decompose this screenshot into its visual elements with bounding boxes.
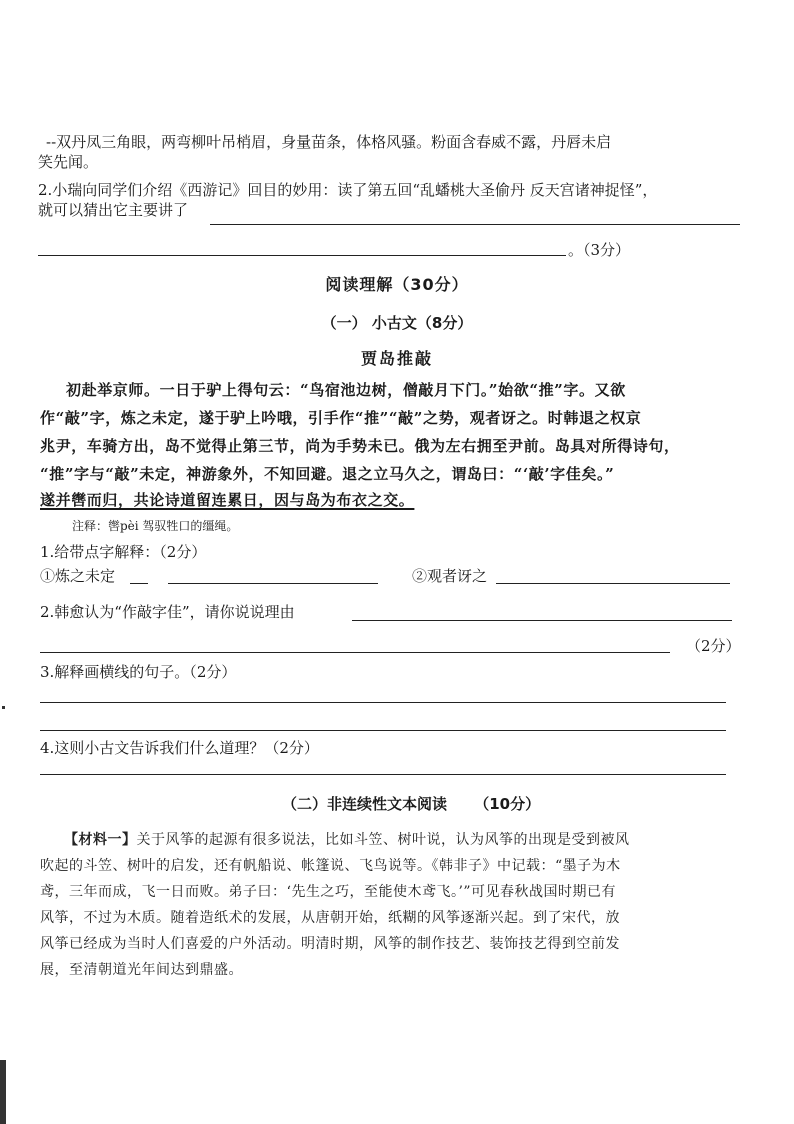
material-text: 关于风筝的起源有很多说法，比如斗笠、树叶说，认为风筝的出现是受到被风 bbox=[136, 832, 630, 848]
question-2-score: （2分） bbox=[686, 637, 741, 655]
question-3-text: 3.解释画横线的句子。（2分） bbox=[40, 663, 237, 681]
passage-line-3: 兆尹，车骑方出，岛不觉得止第三节，尚为手势未已。俄为左右拥至尹前。岛具对所得诗句， bbox=[40, 437, 680, 455]
answer-line[interactable] bbox=[496, 583, 730, 584]
question-1-item-a: ①炼之未定 bbox=[40, 567, 116, 585]
material-line-3: 鸢，三年而成，飞一日而败。弟子曰：‘先生之巧，至能使木鸢飞。’”可见春秋战国时期已有 bbox=[40, 884, 617, 900]
question-2-top-score: 。（3分） bbox=[568, 241, 631, 259]
story-title: 贾岛推敲 bbox=[360, 349, 433, 368]
material-line-2: 吹起的斗笠、树叶的启发，还有帆船说、帐篷说、飞鸟说等。《韩非子》中记载：“墨子为木 bbox=[40, 858, 621, 874]
part2-title-text: （二）非连续性文本阅读 bbox=[282, 795, 448, 813]
material-line-6: 展，至清朝道光年间达到鼎盛。 bbox=[40, 962, 243, 978]
intro-line-1: --双丹凤三角眼，两弯柳叶吊梢眉，身量苗条，体格风骚。粉面含春威不露，丹唇未启 bbox=[46, 133, 612, 151]
material-label: 【材料一】 bbox=[64, 832, 137, 848]
part1-title: （一） 小古文（8分） bbox=[321, 314, 473, 332]
underlined-sentence: 遂并辔而归，共论诗道留连累日，因与岛为布衣之交。 bbox=[40, 491, 415, 509]
answer-line[interactable] bbox=[210, 224, 740, 225]
question-2-text: 2.韩愈认为“作敲字佳”，请你说说理由 bbox=[40, 603, 295, 621]
part2-title bbox=[282, 794, 540, 814]
scan-edge bbox=[0, 1060, 6, 1124]
answer-line[interactable] bbox=[38, 255, 566, 256]
answer-line[interactable] bbox=[352, 620, 732, 621]
answer-line[interactable] bbox=[40, 730, 726, 731]
annotation: 注释：辔pèi 驾驭牲口的缰绳。 bbox=[72, 519, 239, 533]
answer-line[interactable] bbox=[40, 774, 726, 775]
answer-line[interactable] bbox=[130, 583, 148, 584]
question-2-top-line-2: 就可以猜出它主要讲了 bbox=[38, 201, 189, 219]
question-1-text: 1.给带点字解释：（2分） bbox=[40, 543, 207, 561]
answer-line[interactable] bbox=[168, 583, 378, 584]
scan-mark bbox=[2, 706, 5, 709]
answer-line[interactable] bbox=[40, 702, 726, 703]
material-line-1 bbox=[64, 830, 630, 850]
question-2-top-line-1: 2.小瑞向同学们介绍《西游记》回目的妙用：读了第五回“乱蟠桃大圣偷丹 反天宫诸神捉怪”， bbox=[38, 181, 658, 199]
answer-line[interactable] bbox=[40, 652, 670, 653]
section-title: 阅读理解（30分） bbox=[325, 275, 469, 294]
material-line-4: 风筝，不过为木质。随着造纸术的发展，从唐朝开始，纸糊的风筝逐渐兴起。到了宋代，放 bbox=[40, 910, 620, 926]
passage-line-2: 作“敲”字，炼之未定，遂于驴上吟哦，引手作“推”“敲”之势，观者讶之。时韩退之权京 bbox=[40, 409, 642, 427]
passage-line-4: “推”字与“敲”未定，神游象外，不知回避。退之立马久之，谓岛曰：“‘敲’字佳矣。” bbox=[40, 465, 615, 483]
passage-line-1: 初赴举京师。一日于驴上得句云：“鸟宿池边树，僧敲月下门。”始欲“推”字。又欲 bbox=[66, 381, 626, 399]
question-1-item-b: ②观者讶之 bbox=[412, 567, 488, 585]
material-line-5: 风筝已经成为当时人们喜爱的户外活动。明清时期，风筝的制作技艺、装饰技艺得到空前发 bbox=[40, 936, 620, 952]
part2-score: （10分） bbox=[474, 795, 541, 813]
intro-line-2: 笑先闻。 bbox=[38, 153, 99, 171]
question-4-text: 4.这则小古文告诉我们什么道理？（2分） bbox=[40, 739, 319, 757]
